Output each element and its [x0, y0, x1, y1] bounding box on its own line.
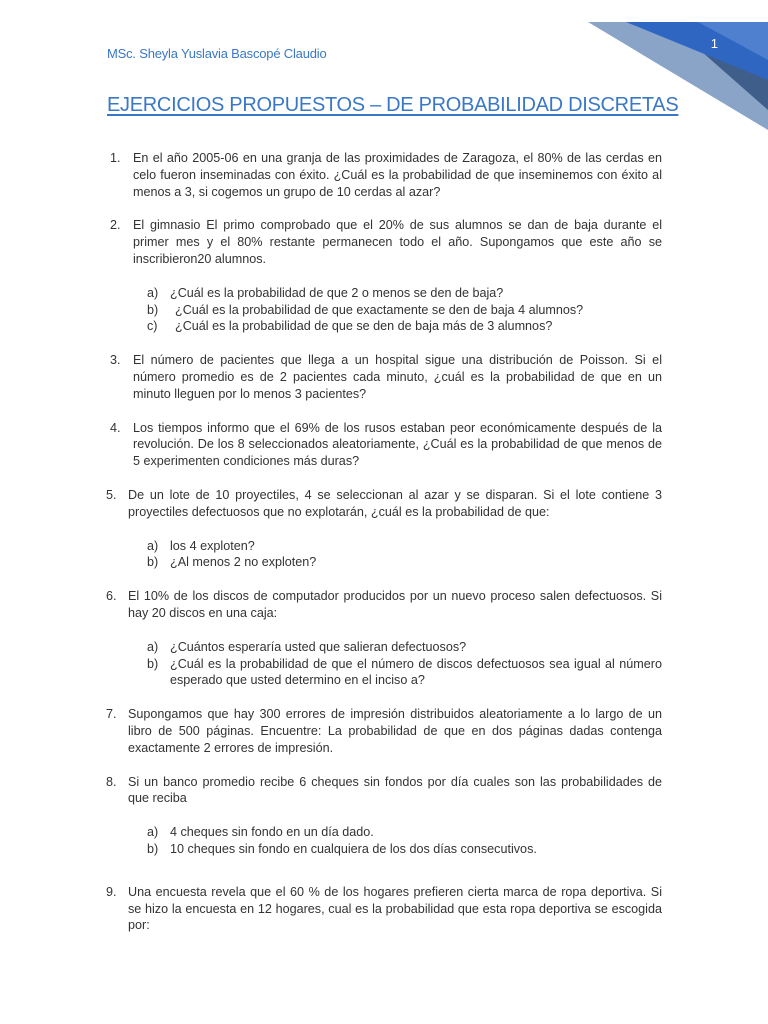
subquestion-item [0, 824, 662, 841]
subquestion-text: ¿Al menos 2 no exploten? [170, 555, 317, 570]
subquestion-label: a) [147, 639, 159, 654]
exercise-item [0, 150, 768, 200]
subquestion-label: a) [147, 538, 159, 553]
exercise-item [0, 217, 768, 267]
exercise-number: 9. [106, 884, 117, 899]
exercise-text: El 10% de los discos de computador producidos por un nuevo proceso salen defectuosos. Si hay 20 discos en una caja: [128, 589, 662, 620]
exercise-number: 5. [106, 487, 117, 502]
exercise-text: Si un banco promedio recibe 6 cheques sin fondos por día cuales son las probabilidades de que reciba [128, 774, 662, 806]
subquestion-text: ¿Cuál es la probabilidad de que 2 o menos se den de baja? [170, 285, 504, 300]
subquestion-label: c) [147, 319, 158, 334]
subquestion-label: a) [147, 825, 159, 840]
subquestion-item [0, 285, 662, 302]
subquestion-text: los 4 exploten? [170, 538, 255, 553]
exercise-item [0, 588, 768, 622]
subquestion-item [0, 639, 662, 656]
exercise-number: 6. [106, 589, 117, 604]
subquestion-item [0, 656, 662, 690]
exercise-number: 4. [110, 420, 121, 435]
exercise-item [0, 420, 768, 470]
exercise-text: Supongamos que hay 300 errores de impresión distribuidos aleatoriamente a lo largo de un libro de 500 páginas. Encuentre: La probabilidad de que en dos páginas dadas contenga exactamente 2 errores de impresión. [128, 707, 662, 755]
exercise-item [0, 884, 768, 934]
subquestion-list [0, 824, 768, 858]
exercise-number: 3. [110, 353, 121, 368]
exercise-list [0, 150, 768, 951]
document-title: EJERCICIOS PROPUESTOS – DE PROBABILIDAD DISCRETAS [107, 94, 679, 116]
subquestion-text: ¿Cuál es la probabilidad de que exactamente se den de baja 4 alumnos? [175, 302, 584, 317]
exercise-item [0, 774, 768, 808]
exercise-number: 8. [106, 774, 117, 789]
subquestion-text: ¿Cuántos esperaría usted que salieran defectuosos? [170, 639, 467, 654]
subquestion-text: 10 cheques sin fondo en cualquiera de los dos días consecutivos. [170, 841, 537, 856]
subquestion-text: 4 cheques sin fondo en un día dado. [170, 825, 374, 840]
subquestion-item [0, 538, 662, 555]
subquestion-item [0, 554, 662, 571]
exercise-item [0, 352, 768, 402]
exercise-number: 1. [110, 151, 121, 165]
subquestion-label: b) [147, 555, 159, 570]
exercise-text: De un lote de 10 proyectiles, 4 se seleccionan al azar y se disparan. Si el lote contiene 3 proyectiles defectuosos que no explotarán, ¿cuál es la probabilidad de que: [128, 487, 662, 519]
exercise-text: En el año 2005-06 en una granja de las proximidades de Zaragoza, el 80% de las cerdas en celo fueron inseminadas con éxito. ¿Cuál es la probabilidad de que inseminemos con éxito al menos a 3, si cogemos un grupo de 10 cerdas al azar? [133, 151, 662, 199]
exercise-item [0, 706, 768, 756]
subquestion-text: ¿Cuál es la probabilidad de que se den de baja más de 3 alumnos? [175, 319, 553, 334]
exercise-item [0, 487, 768, 521]
subquestion-item [0, 318, 662, 335]
page-number: 1 [710, 36, 718, 51]
subquestion-label: b) [147, 302, 159, 317]
exercise-text: Los tiempos informo que el 69% de los rusos estaban peor económicamente después de la revolución. De los 8 seleccionados aleatoriamente, ¿Cuál es la probabilidad de que menos de 5 experimenten condiciones más duras? [133, 420, 662, 469]
subquestion-item [0, 302, 662, 319]
subquestion-label: b) [147, 656, 159, 671]
exercise-text: El gimnasio El primo comprobado que el 20% de sus alumnos se dan de baja durante el primer mes y el 80% restante permanecen todo el año. Supongamos que este año se inscribieron20 alumnos. [133, 218, 662, 266]
exercise-text: El número de pacientes que llega a un hospital sigue una distribución de Poisson. Si el número promedio es de 2 pacientes cada minuto, ¿cuál es la probabilidad de que en un minuto lleguen por lo menos 3 pacientes? [133, 353, 662, 401]
exercise-text: Una encuesta revela que el 60 % de los hogares prefieren cierta marca de ropa deportiva. Si se hizo la encuesta en 12 hogares, cual es la probabilidad que esta ropa deportiva se escogida por: [128, 884, 662, 933]
subquestion-list [0, 639, 768, 689]
subquestion-label: a) [147, 285, 159, 300]
subquestion-item [0, 841, 662, 858]
author-name: MSc. Sheyla Yuslavia Bascopé Claudio [107, 46, 327, 61]
exercise-number: 7. [106, 707, 117, 722]
subquestion-list [0, 538, 768, 572]
subquestion-text: ¿Cuál es la probabilidad de que el número de discos defectuosos sea igual al número esperado que usted determino en el inciso a? [170, 656, 662, 688]
exercise-number: 2. [110, 218, 121, 233]
subquestion-list [0, 285, 768, 335]
subquestion-label: b) [147, 841, 159, 856]
